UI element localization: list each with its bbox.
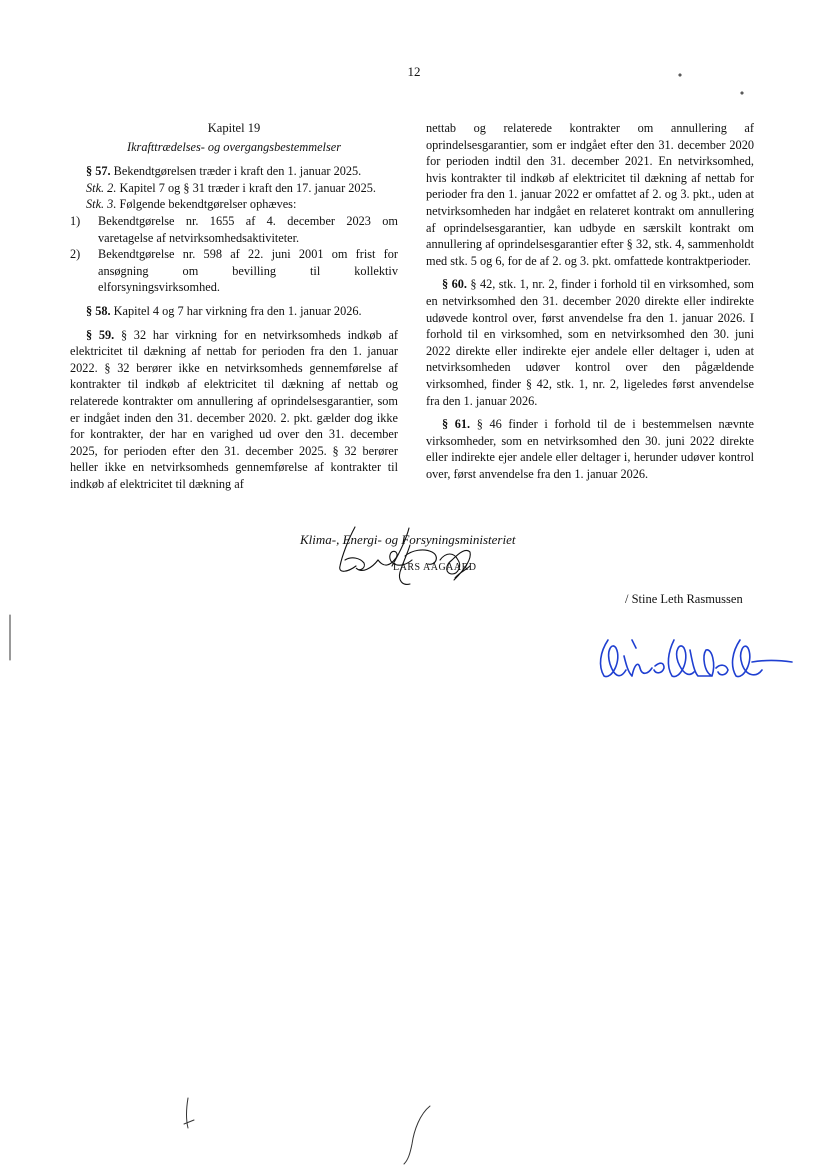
minister-name: LARS AAGAARD (393, 562, 477, 573)
section-58-label: § 58. (86, 303, 111, 318)
section-57-label: § 57. (86, 164, 111, 179)
section-60-text: § 42, stk. 1, nr. 2, finder i forhold til en virksomhed, som en netvirksomhed den 31. december 2020 direkte eller indirekte udøvede kontrol over, først anvendelse fra den 1. januar 2026. I forhold til en virksomhed, som en netvirksomhed den 30. juni 2022 direkte eller indirekte ejer andele eller deltager i, uden at netvirksomheden udøver kontrol over den pågældende virksomhed, finder § 42, stk. 1, nr. 2, ligeledes først anvendelse fra den 1. januar 2026. (426, 277, 754, 408)
list-item-text: Bekendtgørelse nr. 1655 af 4. december 2023 om varetagelse af netvirksomhedsaktiviteter. (98, 213, 398, 245)
stk-3-text: Følgende bekendtgørelser ophæves: (116, 197, 297, 212)
page-number: 12 (407, 64, 421, 79)
minister-signature-icon (340, 527, 471, 584)
section-58-text: Kapitel 4 og 7 har virkning fra den 1. januar 2026. (110, 303, 362, 318)
list-item-number: 2) (70, 247, 81, 262)
section-61-label: § 61. (442, 417, 471, 432)
section-59-label: § 59. (86, 327, 115, 342)
list-item-text: Bekendtgørelse nr. 598 af 22. juni 2001 om frist for ansøgning om bevilling til kollektiv elforsyningsvirksomhed. (98, 247, 398, 295)
list-item-number: 1) (70, 213, 81, 228)
chapter-title: Kapitel 19 (207, 121, 261, 135)
chapter-subtitle: Ikrafttrædelses- og overgangsbestemmelser (126, 139, 342, 154)
pen-marks-icon (10, 74, 743, 1164)
section-57-text: Bekendtgørelsen træder i kraft den 1. januar 2025. (110, 164, 362, 179)
stk-3-label: Stk. 3. (86, 197, 117, 212)
official-name: / Stine Leth Rasmussen (625, 592, 743, 606)
section-60-label: § 60. (442, 277, 467, 292)
stk-2-label: Stk. 2. (86, 180, 117, 195)
section-59-text: § 32 har virkning for en netvirksomheds indkøb af elektricitet til dækning af nettab for perioden fra den 1. januar 2022. § 32 berører ikke en netvirksomheds gennemførelse af kontrakter til indkøb af elektricitet til dækning af nettab og relaterede kontrakter om annullering af oprindelsesgarantier, som er indgået inden den 31. december 2020. 2. pkt. gælder dog ikke for kontrakter, der har en varighed ud over den 31. december 2025, for perioden efter den 31. december 2025. § 32 berører heller ikke en netvirksomheds gennemførelse af kontrakter til indkøb af elektricitet til dækning af (70, 327, 398, 491)
section-61-text: § 46 finder i forhold til de i bestemmelsen nævnte virksomheder, som en netvirksomhed den 30. juni 2022 direkte eller indirekte ejer andele eller deltager i, herunder udøver kontrol over, først anvendelse fra den 1. januar 2026. (426, 417, 755, 481)
official-signature-icon (601, 640, 792, 677)
section-59-continued: nettab og relaterede kontrakter om annullering af oprindelsesgarantier, som er indgået efter den 31. december 2020 for perioden indtil den 31. december 2021. En netvirksomhed, hvis kontrakter til indkøb af elektricitet til dækning af nettab for perioder fra den 1. januar 2022 er omfattet af 2. og 3. pkt., uden at netvirksomheden har indgået en relateret kontrakt om annullering af oprindelsesgarantier, kan udbyde en særskilt kontrakt om annullering af oprindelsesgarantier efter § 32, stk. 4, sammenholdt med stk. 5 og 6, for de af 2. og 3. pkt. omfattede kontraktperioder. (426, 121, 754, 268)
stk-2-text: Kapitel 7 og § 31 træder i kraft den 17. januar 2025. (116, 180, 376, 195)
ministry-name: Klima-, Energi- og Forsyningsministeriet (300, 532, 516, 547)
